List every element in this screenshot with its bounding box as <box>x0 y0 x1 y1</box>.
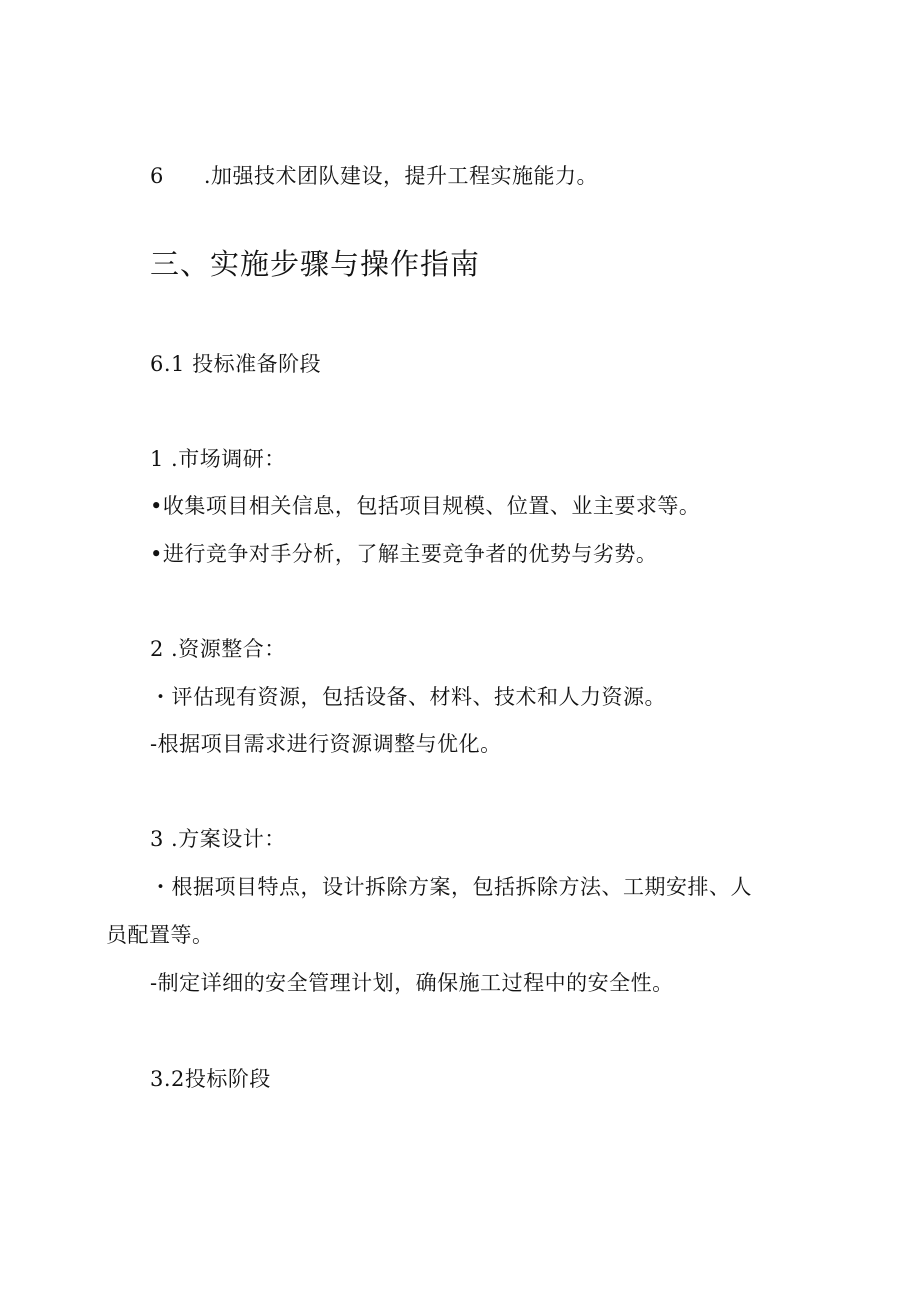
section-3-heading: 三、实施步骤与操作指南 <box>150 247 481 281</box>
step-2-title: 2 .资源整合： <box>150 637 286 661</box>
step-3-bullet-2: -制定详细的安全管理计划，确保施工过程中的安全性。 <box>150 971 674 995</box>
step-2-bullet-2: -根据项目需求进行资源调整与优化。 <box>150 732 502 756</box>
item-6-text: .加强技术团队建设，提升工程实施能力。 <box>203 164 599 188</box>
item-6 <box>150 162 598 190</box>
step-3-bullet-1-line-1: ・根据项目特点，设计拆除方案，包括拆除方法、工期安排、人 <box>150 875 752 899</box>
step-1-bullet-2: •进行竞争对手分析，了解主要竞争者的优势与劣势。 <box>150 542 658 566</box>
subsection-6-1-heading: 6.1 投标准备阶段 <box>150 352 322 376</box>
subsection-3-2-heading: 3.2投标阶段 <box>150 1067 271 1091</box>
step-1-title: 1 .市场调研： <box>150 447 286 471</box>
step-3-bullet-1-line-2: 员配置等。 <box>106 923 214 947</box>
item-6-number: 6 <box>150 164 164 188</box>
step-2-bullet-1: ・评估现有资源，包括设备、材料、技术和人力资源。 <box>150 685 666 709</box>
step-1-bullet-1: •收集项目相关信息，包括项目规模、位置、业主要求等。 <box>150 494 701 518</box>
step-3-title: 3 .方案设计： <box>150 827 286 851</box>
